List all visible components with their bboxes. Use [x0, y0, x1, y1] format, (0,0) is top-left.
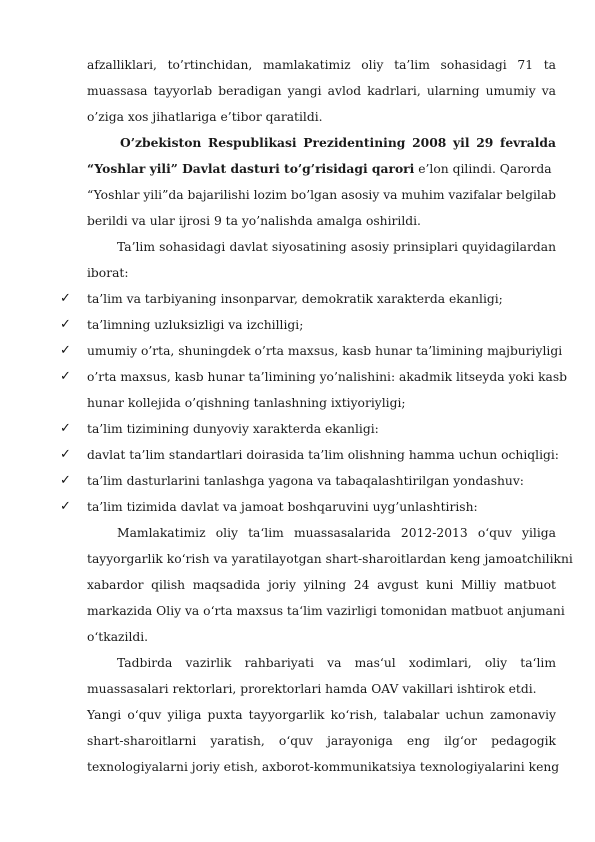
- checkmark-icon: ✓: [60, 447, 71, 462]
- paragraph-line: muassasalari rektorlari, prorektorlari hamda OAV vakillari ishtirok etdi.: [87, 682, 537, 696]
- paragraph-line-mixed: [87, 160, 556, 178]
- checkmark-icon: ✓: [60, 499, 71, 514]
- checkmark-icon: ✓: [60, 473, 71, 488]
- paragraph-line: berildi va ular ijrosi 9 ta yo’nalishda amalga oshirildi.: [87, 214, 421, 228]
- list-item: davlat ta’lim standartlari doirasida ta’lim olishning hamma uchun ochiqligi:: [87, 448, 559, 462]
- list-item: ta’lim tizimida davlat va jamoat boshqaruvini uyg’unlashtirish:: [87, 500, 478, 514]
- list-item: ta’lim va tarbiyaning insonparvar, demokratik xarakterda ekanligi;: [87, 292, 503, 306]
- list-item: umumiy o’rta, shuningdek o’rta maxsus, kasb hunar ta’limining majburiyligi: [87, 344, 563, 358]
- decree-title: “Yoshlar yili” Davlat dasturi to’g’risidagi qarori: [87, 161, 415, 176]
- list-item: ta’lim tizimining dunyoviy xarakterda ekanligi:: [87, 422, 379, 436]
- paragraph-line: Ta’lim sohasidagi davlat siyosatining asosiy prinsiplari quyidagilardan: [117, 240, 556, 254]
- paragraph-line: Mamlakatimiz oliy ta‘lim muassasalarida 2012-2013 o‘quv yiliga: [117, 526, 556, 540]
- paragraph-line: iborat:: [87, 266, 129, 280]
- paragraph-line: texnologiyalarni joriy etish, axborot-kommunikatsiya texnologiyalarini keng: [87, 760, 560, 774]
- paragraph-line: Yangi o‘quv yiliga puxta tayyorgarlik ko‘rish, talabalar uchun zamonaviy: [87, 708, 556, 722]
- paragraph-line: “Yoshlar yili”da bajarilishi lozim bo’lgan asosiy va muhim vazifalar belgilab: [87, 188, 557, 202]
- paragraph-text: e’lon qilindi. Qarorda: [414, 162, 552, 176]
- paragraph-line: o‘tkazildi.: [87, 630, 149, 644]
- paragraph-line: xabardor qilish maqsadida joriy yilning 24 avgust kuni Milliy matbuot: [87, 578, 556, 592]
- list-item: ta’lim dasturlarini tanlashga yagona va tabaqalashtirilgan yondashuv:: [87, 474, 524, 488]
- checkmark-icon: ✓: [60, 291, 71, 306]
- list-item-continuation: hunar kollejida o’qishning tanlashning ixtiyoriyligi;: [87, 396, 406, 410]
- paragraph-line: tayyorgarlik ko‘rish va yaratilayotgan shart-sharoitlardan keng jamoatchilikni: [87, 552, 573, 566]
- checkmark-icon: ✓: [60, 343, 71, 358]
- list-item: ta’limning uzluksizligi va izchilligi;: [87, 318, 304, 332]
- paragraph-line: o’ziga xos jihatlariga e’tibor qaratildi.: [87, 110, 323, 124]
- paragraph-line: afzalliklari, to’rtinchidan, mamlakatimiz oliy ta’lim sohasidagi 71 ta: [87, 58, 556, 72]
- paragraph-line: markazida Oliy va o‘rta maxsus ta‘lim vazirligi tomonidan matbuot anjumani: [87, 604, 565, 618]
- checkmark-icon: ✓: [60, 421, 71, 436]
- checkmark-icon: ✓: [60, 317, 71, 332]
- paragraph-line: muassasa tayyorlab beradigan yangi avlod kadrlari, ularning umumiy va: [87, 84, 556, 98]
- paragraph-line: Tadbirda vazirlik rahbariyati va mas‘ul xodimlari, oliy ta‘lim: [117, 656, 556, 670]
- paragraph-line-bold: O’zbekiston Respublikasi Prezidentining 2008 yil 29 fevralda: [120, 135, 556, 150]
- paragraph-line: shart-sharoitlarni yaratish, o‘quv jarayoniga eng ilg‘or pedagogik: [87, 734, 556, 748]
- list-item: o’rta maxsus, kasb hunar ta’limining yo’nalishini: akadmik litseyda yoki kasb: [87, 370, 568, 384]
- checkmark-icon: ✓: [60, 369, 71, 384]
